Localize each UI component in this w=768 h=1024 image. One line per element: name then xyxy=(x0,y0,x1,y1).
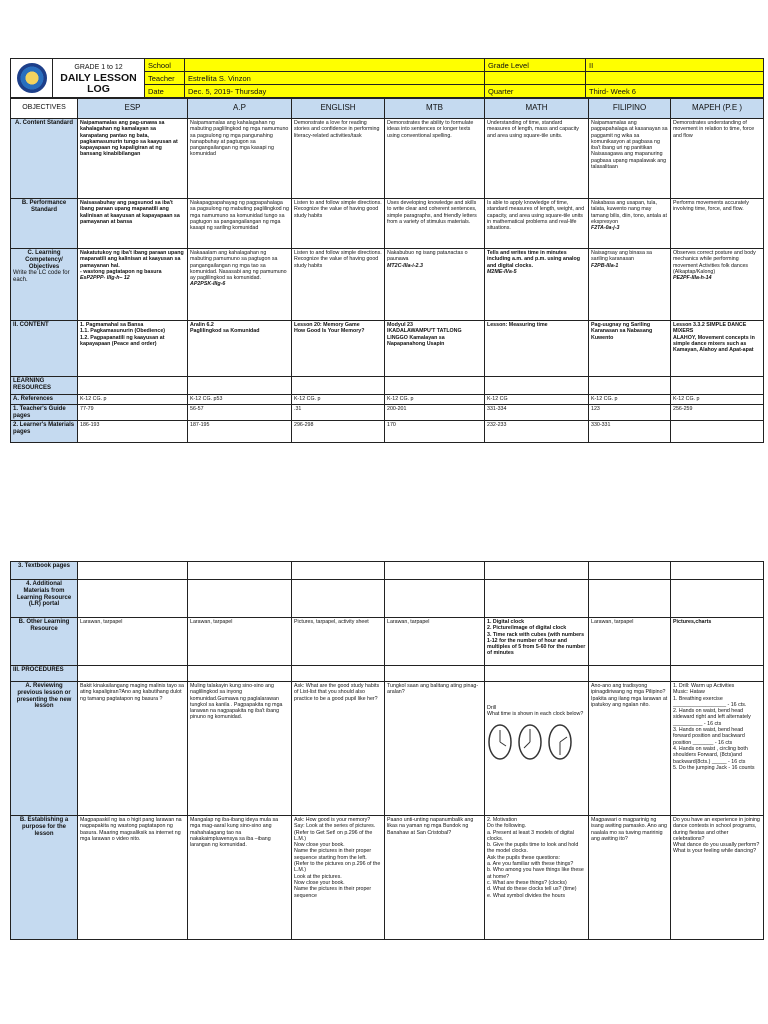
table-cell xyxy=(671,580,764,618)
table-cell: K-12 CG. p xyxy=(671,395,764,405)
table-cell: Larawan, tarpapel xyxy=(78,618,188,666)
subject-mtb: MTB xyxy=(385,99,485,119)
table-cell xyxy=(385,580,485,618)
table-cell: K-12 CG. p53 xyxy=(188,395,292,405)
table-cell: Larawan, tarpapel xyxy=(385,618,485,666)
table-cell xyxy=(485,666,589,682)
table-cell xyxy=(589,666,671,682)
table-cell: Ask: How good is your memory? Say: Look at the series of pictures.(Refer to Get Set! on p.296 of the L.M.) Now close your book. Name the pictures in their proper sequence starting from the left. (Refer to the pictures on p.296 of the L.M.) Look at the pictures. Now close your book. Name the pictures in their proper sequence xyxy=(292,816,385,940)
procedures-row xyxy=(11,666,764,682)
table-cell: Lesson: Measuring time xyxy=(485,321,589,377)
table-cell: Larawan, tarpapel xyxy=(589,618,671,666)
table-cell: K-12 CG. p xyxy=(385,395,485,405)
cell-text: Nakatutukoy ng iba't ibang paraan upang mapanatili ang kalinisan at kaayusan sa pamayanan hal. xyxy=(80,250,184,269)
table-cell: Mangalap ng iba-ibang ideya mula sa mga mag-aaral kung sino-sino ang mahahalagang tao na nakakaimpluwensya sa iba –ibang larangan ng komunidad. xyxy=(188,816,292,940)
table-cell xyxy=(78,249,188,321)
table-cell: 56-57 xyxy=(188,404,292,421)
row-label: A. References xyxy=(11,395,78,405)
row-label: 4. Additional Materials from Learning Resource (LR) portal xyxy=(11,580,78,618)
table-cell: Modyul 23 IKADALAWAMPU'T TATLONG LINGGO Kamalayan sa Napapanahong Usapin xyxy=(385,321,485,377)
table-cell: K-12 CG. p xyxy=(292,395,385,405)
lc-code: AP2PSK-IIIg-6 xyxy=(190,281,226,288)
table-cell: 330-331 xyxy=(589,421,671,443)
table-cell: Pictures, tarpapel, activity sheet xyxy=(292,618,385,666)
cell-text: Nakabubuo ng isang pataласtas o paunawa xyxy=(387,250,468,263)
table-cell: 123 xyxy=(589,404,671,421)
additional-materials-row xyxy=(11,580,764,618)
lc-code: M2ME-IVa-5 xyxy=(487,268,517,275)
table-cell xyxy=(385,562,485,580)
subject-english: ENGLISH xyxy=(292,99,385,119)
deped-seal-icon xyxy=(17,63,47,93)
table-cell: Listen to and follow simple directions. Recognize the value of having good study habits xyxy=(292,199,385,249)
quarter-label: Quarter xyxy=(485,85,586,98)
table-cell: Understanding of time, standard measures of length, mass and capacity and area using square-tile units. xyxy=(485,119,589,199)
table-cell: Is able to apply knowledge of time, standard measures of length, weight, and capacity, and area using square-tile units in mathematical problems and real-life situations. xyxy=(485,199,589,249)
dll-table-bottom xyxy=(10,561,764,940)
table-cell xyxy=(589,377,671,395)
table-cell xyxy=(589,199,671,249)
teacher-value: Estrellita S. Vinzon xyxy=(185,72,485,85)
table-cell: Muling talakayin kung sino-sino ang naglilingkod sa inyong komunidad.Gumawa ng paglalarawan tungkol sa kanila . Pagpapakita ng mga larawan na nagpapakita ng iba't ibang pinuno ng komunidad. xyxy=(188,682,292,816)
table-cell: 200-201 xyxy=(385,404,485,421)
table-cell xyxy=(188,666,292,682)
learning-area-label xyxy=(485,72,586,85)
table-cell: Demonstrate a love for reading stories and confidence in performing literacy-related activities/task xyxy=(292,119,385,199)
teacher-label: Teacher xyxy=(145,72,185,85)
table-cell: 77-79 xyxy=(78,404,188,421)
table-cell xyxy=(671,377,764,395)
performance-standard-row xyxy=(11,199,764,249)
table-cell: Nakapagpapahayag ng pagpapahalaga sa pagsulong ng mabuting paglilingkod ng mga namumuno sa komunidad tungo sa pagtugon sa pangangailangan ng mga kasapi ng sariling komunidad xyxy=(188,199,292,249)
title-line1: DAILY LESSON xyxy=(60,71,137,84)
table-cell xyxy=(485,249,589,321)
table-cell xyxy=(385,249,485,321)
table-cell: Uses developing knowledge and skills to write clear and coherent sentences, simple paragraphs, and friendly letters from a variety of stimulus materials. xyxy=(385,199,485,249)
clock-icon xyxy=(517,722,543,762)
learning-resources-row xyxy=(11,377,764,395)
table-cell: Ask: What are the good study habits of List-list that you should also practice to be a good pupil like her? xyxy=(292,682,385,816)
row-label: 2. Learner's Materials pages xyxy=(11,421,78,443)
table-cell: Demonstrates understanding of movement in relation to time, force and flow xyxy=(671,119,764,199)
header-table xyxy=(10,58,764,98)
clock-icon xyxy=(487,722,513,762)
subject-filipino: FILIPINO xyxy=(589,99,671,119)
table-cell xyxy=(292,666,385,682)
table-cell: Lesson 3.3.2 SIMPLE DANCE MIXERS ALAHOY, Movement concepts in simple dance mixers such as Kamayan, Alahoy and Apat-apat xyxy=(671,321,764,377)
school-value xyxy=(185,59,485,72)
table-cell: 170 xyxy=(385,421,485,443)
table-cell: Do you have an experience in joining dance contests in school programs, during fiestas and other celebrations? What dance do you usually perform? What is your feeling while dancing? xyxy=(671,816,764,940)
grade-text: GRADE 1 to 12 xyxy=(74,63,123,71)
competency-row xyxy=(11,249,764,321)
lc-code: PE2PF-IIIa-h-14 xyxy=(673,275,712,282)
quarter-value: Third- Week 6 xyxy=(586,85,764,98)
table-cell: Lesson 20: Memory Game How Good Is Your Memory? xyxy=(292,321,385,377)
table-cell: K-12 CG. p xyxy=(78,395,188,405)
table-cell: Bakit kinakailangang maging malinis tayo sa ating kapaligiran?Ano ang kabutihang dulot ng tamang pagtatapon ng basura ? xyxy=(78,682,188,816)
table-cell: Naipamamalas ang pagpapahalaga at kasanayan sa paggamit ng wika sa komunikasyon at pagbasa ng iba't ibang uri ng panitikan Naisasagawa ang mapanuring pagbasa upang mapalawak ang talasalitaan xyxy=(589,119,671,199)
table-cell xyxy=(188,377,292,395)
row-label: II. CONTENT xyxy=(11,321,78,377)
establishing-row xyxy=(11,816,764,940)
analog-clocks xyxy=(487,722,586,762)
lc-code: MT2C-IIIa-i-2.3 xyxy=(387,262,423,269)
lc-code: EsP2PPP- IIIg-h– 12 xyxy=(80,275,130,282)
reviewing-row xyxy=(11,682,764,816)
table-cell xyxy=(188,580,292,618)
table-cell xyxy=(292,562,385,580)
table-cell: K-12 CG. p xyxy=(589,395,671,405)
table-cell: 1. Drill: Warm up Activities Music: Hataw 1. Breathing exercise __________________ - 16 cts. 2. Hands on waist, bend head sideward right and left alternately __________ - 16 cts 3. Hands on waist, bend head forward position and backward position _______ - 16 cts 4. Hands on waist , circling both shoulders Forward, (8cts)and backward(8cts.) _____ - 16 cts 5. Do the jumping Jack - 16 counts xyxy=(671,682,764,816)
date-value: Dec. 5, 2019- Thursday xyxy=(185,85,485,98)
table-cell: Demonstrates the ability to formulate ideas into sentences or longer texts using conventional spelling. xyxy=(385,119,485,199)
textbook-row xyxy=(11,562,764,580)
table-cell xyxy=(78,377,188,395)
table-cell: 2. Motivation Do the following. a. Present at least 3 models of digital clocks. b. Give the pupils time to look and hold the model clocks. Ask the pupils these questions: a. Are you familiar with these things? b. Who among you have things like these at home? c. What are these things? (clocks) d. What do these clocks tell us? (time) e. What symbol divides the hours xyxy=(485,816,589,940)
table-cell xyxy=(485,580,589,618)
subject-mapeh: MAPEH (P.E ) xyxy=(671,99,764,119)
table-cell: Tungkol saan ang balitang ating pinag-aralan? xyxy=(385,682,485,816)
table-cell xyxy=(589,249,671,321)
table-cell: 186-193 xyxy=(78,421,188,443)
table-cell xyxy=(589,580,671,618)
content-standard-row xyxy=(11,119,764,199)
title-cell xyxy=(53,59,145,98)
table-cell: 1. Pagmamahal sa Bansa 1.1. Pagkamasunurin (Obedience) 1.2. Pagpapanatili ng kaayusan at kapayapaan (Peace and order) xyxy=(78,321,188,377)
table-cell xyxy=(78,666,188,682)
table-cell: K-12 CG xyxy=(485,395,589,405)
table-cell: 256-259 xyxy=(671,404,764,421)
table-cell: Larawan, tarpapel xyxy=(188,618,292,666)
table-cell: .31 xyxy=(292,404,385,421)
table-cell: Pictures,charts xyxy=(671,618,764,666)
table-cell: 187-195 xyxy=(188,421,292,443)
content-row xyxy=(11,321,764,377)
learners-materials-row xyxy=(11,421,764,443)
table-cell xyxy=(671,666,764,682)
table-cell xyxy=(671,562,764,580)
row-label: 1. Teacher's Guide pages xyxy=(11,404,78,421)
table-cell xyxy=(485,682,589,816)
table-cell: 331-334 xyxy=(485,404,589,421)
learning-area-value xyxy=(586,72,764,85)
other-resources-row xyxy=(11,618,764,666)
row-label-cell xyxy=(11,249,78,321)
table-cell xyxy=(78,562,188,580)
table-cell: Ano-ano ang tradisyong ipinagdiriwang ng mga Pilipino? Ipakita ang ilang mga larawan at ipatukoy ang ngalan nito. xyxy=(589,682,671,816)
table-cell xyxy=(385,377,485,395)
references-row xyxy=(11,395,764,405)
row-label: C. Learning Competency/ Objectives xyxy=(25,250,63,270)
dll-table-top xyxy=(10,98,764,443)
table-cell: Magpawari o magparinig ng isang awiting pamasko. Ano ang naalala mo sa tuwing maririnig ang awiting ito? xyxy=(589,816,671,940)
teachers-guide-row xyxy=(11,404,764,421)
row-label: B. Establishing a purpose for the lesson xyxy=(11,816,78,940)
row-note: Write the LC code for each. xyxy=(13,270,70,284)
row-label: A. Content Standard xyxy=(11,119,78,199)
cell-extra: - wastong pagtatapon ng basura xyxy=(80,268,162,275)
cell-text: Naisagrsay ang binasa sa sariling karanasan xyxy=(591,250,652,263)
cell-text: Observes correct posture and body mechanics while performing movement Activities folk dances (Alkaptap/Kalong) xyxy=(673,250,756,275)
date-label: Date xyxy=(145,85,185,98)
table-cell xyxy=(671,249,764,321)
table-cell xyxy=(78,580,188,618)
title-line2: LOG xyxy=(87,82,110,95)
table-cell xyxy=(292,377,385,395)
table-cell xyxy=(589,562,671,580)
table-cell: Aralin 6.2 Paglilingkod sa Komunidad xyxy=(188,321,292,377)
table-cell xyxy=(671,421,764,443)
row-label: A. Reviewing previous lesson or presenting the new lesson xyxy=(11,682,78,816)
lc-code: F2PB-IIIa-1 xyxy=(591,262,619,269)
table-cell xyxy=(485,562,589,580)
table-cell: Listen to and follow simple directions. Recognize the value of having good study habits xyxy=(292,249,385,321)
logo-cell xyxy=(11,59,53,98)
table-cell xyxy=(385,666,485,682)
table-cell: 1. Digital clock 2. Picture/image of digital clock 3. Time rack with cubes (with numbers 1-12 for the number of hour and multiples of 5 from 5-60 for the number of minutes xyxy=(485,618,589,666)
row-label: III. PROCEDURES xyxy=(11,666,78,682)
table-cell: Naisasabuhay ang pagsunod sa iba't ibang paraan upang mapanatili ang kalinisan at kaayusan at kapayapaan sa pamayanan at bansa xyxy=(78,199,188,249)
row-label: B. Other Learning Resource xyxy=(11,618,78,666)
table-cell: 296-298 xyxy=(292,421,385,443)
table-cell xyxy=(188,562,292,580)
subject-math: MATH xyxy=(485,99,589,119)
table-cell: Naipamamalas ang kahalagahan ng mabuting paglilingkod ng mga namumuno sa pagsulong ng mga pangunahing hanapbuhay at pagtugon sa pangangailangan ng mga kasapi ng komunidad xyxy=(188,119,292,199)
subject-esp: ESP xyxy=(78,99,188,119)
table-cell xyxy=(292,580,385,618)
lc-code: F2TA-0a-j-3 xyxy=(591,225,620,232)
table-cell: Performs movements accurately involving time, force, and flow. xyxy=(671,199,764,249)
grade-level-value: II xyxy=(586,59,764,72)
objectives-header: OBJECTIVES xyxy=(11,99,78,119)
table-cell xyxy=(188,249,292,321)
cell-text: Nakaaalam ang kahalagahan ng mabuting pamumuno sa pagtugon sa pangangailangan ng mga tao sa komunidad. Nasasabi ang ng pamumuno ay paglilingkod sa komunidad. xyxy=(190,250,287,282)
table-cell: Naipamamalas ang pag-unawa sa kahalagahan ng kamalayan sa karapatang pantao ng bata, pagkamasunurin tungo sa kaayusan at kapayapaan ng kapaligiran at ng bansang kinabibilangan xyxy=(78,119,188,199)
row-label: 3. Textbook pages xyxy=(11,562,78,580)
row-label: B. Performance Standard xyxy=(11,199,78,249)
table-cell: Paano unti-unting napanumbalik ang likas na yaman ng mga Bundok ng Banahaw at San Cristobal? xyxy=(385,816,485,940)
table-cell: 232-233 xyxy=(485,421,589,443)
grade-level-label: Grade Level xyxy=(485,59,586,72)
table-cell: Magpapaskil ng isa o higit pang larawan na nagpapakita ng wastong pagtatapon ng basura. Maaring magsaliksik sa internet ng mga larawan o video nito. xyxy=(78,816,188,940)
table-cell: Pag-uugnay ng Sariling Karanasan sa Nabasang Kuwento xyxy=(589,321,671,377)
cell-text: Drill What time is shown in each clock below? xyxy=(487,705,584,718)
subject-ap: A.P xyxy=(188,99,292,119)
subject-header-row xyxy=(11,99,764,119)
clock-icon xyxy=(547,722,573,762)
school-label: School xyxy=(145,59,185,72)
table-cell xyxy=(485,377,589,395)
row-label: LEARNING RESOURCES xyxy=(11,377,78,395)
cell-text: Tells and writes time in minutes including a.m. and p.m. using analog and digital clocks. xyxy=(487,250,580,269)
cell-text: Nakabasa ang usapan, tula, talata, kuwento nang may tamang bilis, diin, tono, antala at ekspresyon xyxy=(591,200,667,225)
